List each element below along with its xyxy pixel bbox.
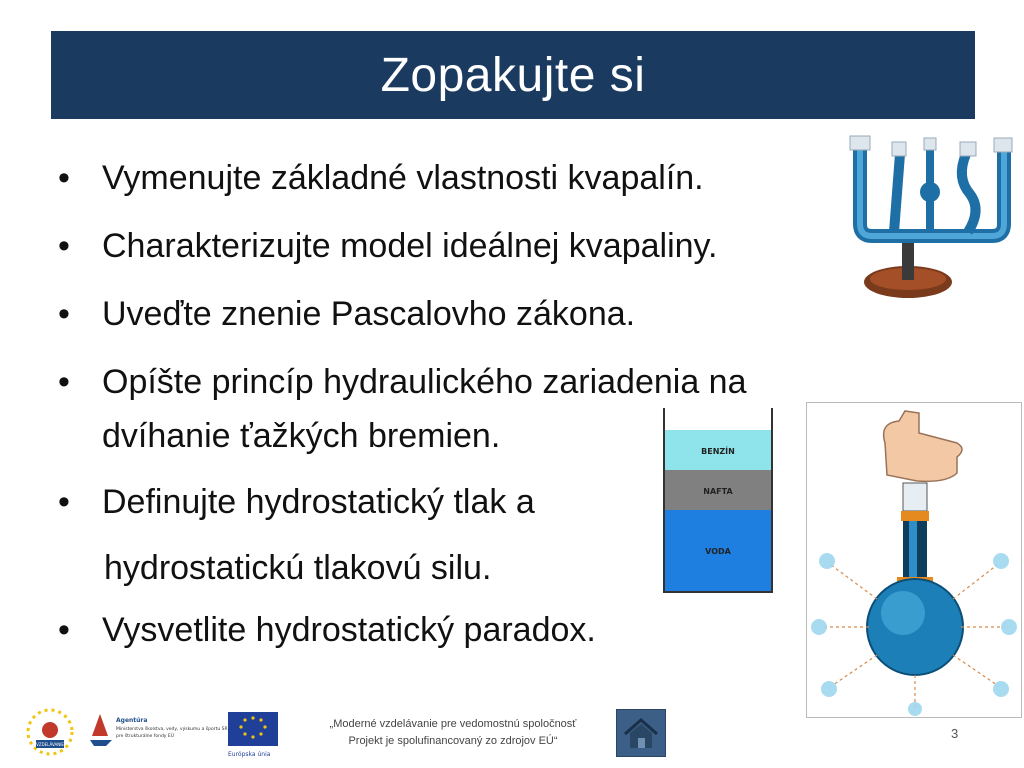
bullet-text: hydrostatickú tlakovú silu. [104,549,492,587]
layer-label: BENZÍN [701,447,735,456]
bullet-dot: • [58,159,70,197]
bullet-dot: • [58,227,70,265]
bullet-text: Vymenujte základné vlastnosti kvapalín. [102,159,704,197]
eu-label: Európska únia [228,751,271,758]
agency-logo [90,714,228,746]
bullet-dot: • [58,483,70,521]
agency-line-3: pre štrukturálne fondy EÚ [116,734,175,739]
bullet-text: Definujte hydrostatický tlak a [102,483,535,521]
layer-label: NAFTA [703,487,733,496]
pascal-sphere-image [806,402,1022,718]
footer-motto-line-2: Projekt je spolufinancovaný zo zdrojov EÚ“ [348,735,558,747]
liquid-layers-diagram [662,408,774,594]
bullet-text: dvíhanie ťažkých bremien. [102,417,501,455]
home-button[interactable] [616,709,666,757]
agency-line-2: Ministerstva školstva, vedy, výskumu a športu SR [116,727,228,732]
footer-motto-line-1: „Moderné vzdelávanie pre vedomostnú spoločnosť [329,718,577,730]
agency-line-1: Agentúra [116,717,148,724]
bullet-dot: • [58,363,70,401]
footer-motto [308,716,598,750]
bullet-text: Uveďte znenie Pascalovho zákona. [102,295,636,333]
bullet-dot: • [58,295,70,333]
home-icon [617,710,665,756]
title-bar [51,31,975,119]
footer-logos [22,706,292,762]
slide-title: Zopakujte si [380,48,646,102]
program-logo [28,710,72,754]
bullet-dot: • [58,611,70,649]
bullet-text: Vysvetlite hydrostatický paradox. [102,611,596,649]
bullet-text: Opíšte princíp hydraulického zariadenia na [102,363,747,401]
layer-label: VODA [705,547,731,556]
bullet-text: Charakterizujte model ideálnej kvapaliny. [102,227,718,265]
page-number: 3 [951,726,959,741]
eu-flag-logo [228,712,278,758]
communicating-vessels-image [842,128,1018,304]
program-label: VZDELÁVANIE [36,742,64,747]
